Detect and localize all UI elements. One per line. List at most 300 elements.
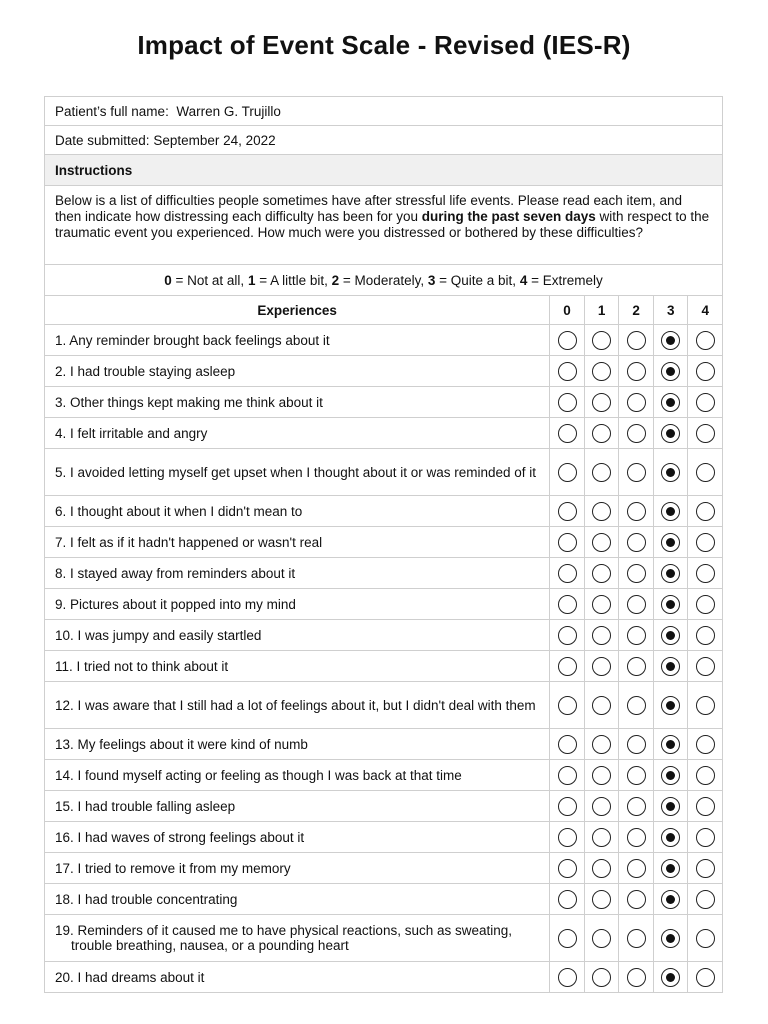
radio-cell (584, 962, 619, 992)
item-number: 8. (55, 565, 67, 581)
rating-radio-3[interactable] (661, 564, 680, 583)
radio-cell (687, 589, 722, 619)
radio-cell (584, 620, 619, 650)
item-text: I had waves of strong feelings about it (77, 829, 305, 845)
item-question (45, 791, 549, 821)
radio-cell (687, 418, 722, 448)
rating-radio-1[interactable] (592, 595, 611, 614)
rating-radio-0[interactable] (558, 502, 577, 521)
rating-radio-0[interactable] (558, 735, 577, 754)
table-row (45, 791, 722, 822)
radio-cell (618, 962, 653, 992)
experiences-table (45, 296, 722, 992)
rating-radio-0[interactable] (558, 696, 577, 715)
rating-radio-4[interactable] (696, 331, 715, 350)
radio-cell (584, 791, 619, 821)
radio-cell (653, 589, 688, 619)
item-number: 7. (55, 534, 67, 550)
rating-radio-1[interactable] (592, 828, 611, 847)
experiences-column-header: Experiences (257, 302, 337, 318)
rating-radio-0[interactable] (558, 424, 577, 443)
radio-cell (687, 496, 722, 526)
radio-cell (687, 651, 722, 681)
rating-radio-4[interactable] (696, 735, 715, 754)
rating-radio-4[interactable] (696, 929, 715, 948)
radio-cell (618, 791, 653, 821)
rating-radio-1[interactable] (592, 766, 611, 785)
item-question (45, 589, 549, 619)
item-text-block (55, 659, 228, 674)
item-number: 3. (55, 394, 67, 410)
radio-cell (618, 760, 653, 790)
rating-radio-0[interactable] (558, 890, 577, 909)
patient-name-value: Warren G. Trujillo (176, 103, 281, 119)
scale-legend-3 (428, 273, 516, 288)
rating-radio-2[interactable] (627, 890, 646, 909)
item-number: 16. (55, 829, 74, 845)
item-question (45, 682, 549, 728)
radio-cell (687, 682, 722, 728)
radio-cell (618, 620, 653, 650)
radio-cell (653, 356, 688, 386)
rating-radio-0[interactable] (558, 929, 577, 948)
rating-radio-3[interactable] (661, 828, 680, 847)
rating-radio-2[interactable] (627, 564, 646, 583)
table-row (45, 682, 722, 729)
radio-cell (584, 729, 619, 759)
radio-cell (549, 682, 584, 728)
item-question (45, 325, 549, 355)
rating-radio-3[interactable] (661, 890, 680, 909)
radio-cell (687, 449, 722, 495)
scale-label: = Moderately, (339, 272, 425, 288)
radio-cell (653, 496, 688, 526)
radio-cell (653, 822, 688, 852)
item-number: 20. (55, 969, 74, 985)
radio-cell (618, 822, 653, 852)
scale-label: = Not at all, (171, 272, 245, 288)
radio-cell (584, 496, 619, 526)
rating-radio-3[interactable] (661, 393, 680, 412)
rating-radio-0[interactable] (558, 533, 577, 552)
radio-cell (549, 387, 584, 417)
rating-radio-0[interactable] (558, 828, 577, 847)
radio-cell (618, 387, 653, 417)
item-number: 1. (55, 332, 67, 348)
item-number: 4. (55, 425, 67, 441)
rating-radio-2[interactable] (627, 463, 646, 482)
rating-radio-4[interactable] (696, 362, 715, 381)
radio-cell (584, 356, 619, 386)
rating-radio-2[interactable] (627, 362, 646, 381)
radio-cell (618, 325, 653, 355)
rating-radio-3[interactable] (661, 696, 680, 715)
item-text-block (55, 628, 261, 643)
table-row (45, 884, 722, 915)
radio-cell (618, 651, 653, 681)
rating-radio-3[interactable] (661, 929, 680, 948)
rating-radio-3[interactable] (661, 859, 680, 878)
item-number: 12. (55, 697, 74, 713)
radio-cell (653, 387, 688, 417)
radio-cell (653, 729, 688, 759)
radio-cell (584, 589, 619, 619)
rating-radio-4[interactable] (696, 797, 715, 816)
radio-cell (584, 651, 619, 681)
rating-radio-0[interactable] (558, 859, 577, 878)
rating-radio-1[interactable] (592, 626, 611, 645)
scale-key: 3 (427, 272, 436, 288)
table-row (45, 651, 722, 682)
rating-radio-4[interactable] (696, 828, 715, 847)
item-text-block (55, 566, 295, 581)
item-question (45, 449, 549, 495)
rating-radio-2[interactable] (627, 626, 646, 645)
radio-cell (549, 558, 584, 588)
page-title: Impact of Event Scale - Revised (IES-R) (137, 30, 631, 60)
radio-cell (549, 791, 584, 821)
table-row (45, 962, 722, 992)
scale-key: 4 (519, 272, 528, 288)
scale-legend-4 (520, 273, 603, 288)
item-text: I had dreams about it (77, 969, 205, 985)
table-row (45, 822, 722, 853)
instructions-text-start: Below is a list of difficulties people sometimes have after stressful life events. Please read each item, and then indicate how distressing each difficulty has been for you (55, 193, 683, 224)
item-question (45, 822, 549, 852)
rating-radio-2[interactable] (627, 735, 646, 754)
rating-radio-1[interactable] (592, 502, 611, 521)
radio-cell (584, 884, 619, 914)
item-text-block (55, 426, 207, 441)
item-number: 9. (55, 596, 67, 612)
rating-radio-3[interactable] (661, 735, 680, 754)
item-text: I had trouble concentrating (77, 891, 238, 907)
radio-cell (549, 496, 584, 526)
item-question (45, 527, 549, 557)
table-row (45, 527, 722, 558)
radio-cell (549, 527, 584, 557)
rating-radio-4[interactable] (696, 595, 715, 614)
rating-radio-0[interactable] (558, 463, 577, 482)
table-row (45, 496, 722, 527)
rating-radio-4[interactable] (696, 626, 715, 645)
radio-cell (584, 760, 619, 790)
item-number: 18. (55, 891, 74, 907)
rating-radio-2[interactable] (627, 657, 646, 676)
radio-cell (687, 791, 722, 821)
scale-label: = Extremely (527, 272, 603, 288)
rating-radio-0[interactable] (558, 393, 577, 412)
rating-radio-1[interactable] (592, 968, 611, 987)
rating-radio-1[interactable] (592, 393, 611, 412)
rating-radio-1[interactable] (592, 424, 611, 443)
radio-cell (549, 884, 584, 914)
item-text: I stayed away from reminders about it (70, 565, 296, 581)
radio-cell (653, 418, 688, 448)
item-text: I tried not to think about it (76, 658, 229, 674)
item-text-block (55, 737, 308, 752)
item-text: I was aware that I still had a lot of feelings about it, but I didn't deal with them (77, 697, 536, 713)
rating-radio-4[interactable] (696, 463, 715, 482)
item-number: 14. (55, 767, 74, 783)
radio-cell (618, 853, 653, 883)
item-question (45, 387, 549, 417)
item-text-block (55, 799, 235, 814)
radio-cell (618, 884, 653, 914)
date-submitted-label: Date submitted: (55, 132, 150, 148)
item-text: I felt as if it hadn't happened or wasn't real (70, 534, 323, 550)
item-text: Any reminder brought back feelings about it (69, 332, 330, 348)
item-question (45, 884, 549, 914)
rating-radio-2[interactable] (627, 533, 646, 552)
rating-radio-1[interactable] (592, 564, 611, 583)
item-text-block (55, 465, 536, 480)
radio-cell (653, 884, 688, 914)
radio-cell (549, 589, 584, 619)
rating-radio-1[interactable] (592, 533, 611, 552)
column-header-0: 0 (549, 296, 584, 324)
item-question (45, 620, 549, 650)
item-question (45, 760, 549, 790)
radio-cell (653, 651, 688, 681)
rating-radio-2[interactable] (627, 393, 646, 412)
item-question (45, 915, 549, 961)
radio-cell (549, 620, 584, 650)
rating-radio-3[interactable] (661, 968, 680, 987)
rating-radio-4[interactable] (696, 890, 715, 909)
item-question (45, 853, 549, 883)
item-number: 11. (55, 658, 73, 674)
rating-radio-2[interactable] (627, 797, 646, 816)
table-row (45, 760, 722, 791)
radio-cell (618, 449, 653, 495)
rating-radio-1[interactable] (592, 657, 611, 676)
rating-radio-0[interactable] (558, 564, 577, 583)
table-row (45, 915, 722, 962)
rating-radio-0[interactable] (558, 657, 577, 676)
radio-cell (549, 760, 584, 790)
table-row (45, 558, 722, 589)
rating-radio-1[interactable] (592, 696, 611, 715)
radio-cell (549, 449, 584, 495)
item-text-block (55, 768, 462, 783)
radio-cell (618, 589, 653, 619)
rating-radio-3[interactable] (661, 657, 680, 676)
table-row (45, 387, 722, 418)
scale-label: = Quite a bit, (435, 272, 517, 288)
rating-radio-2[interactable] (627, 502, 646, 521)
radio-cell (653, 915, 688, 961)
item-number: 2. (55, 363, 67, 379)
rating-radio-4[interactable] (696, 657, 715, 676)
rating-radio-4[interactable] (696, 393, 715, 412)
instructions-text (45, 186, 722, 265)
scale-legend (45, 265, 722, 296)
item-text-block (55, 970, 204, 985)
radio-cell (687, 620, 722, 650)
patient-name-label: Patient’s full name: (55, 103, 169, 119)
item-question (45, 496, 549, 526)
item-text: I tried to remove it from my memory (77, 860, 291, 876)
rating-radio-4[interactable] (696, 859, 715, 878)
rating-radio-1[interactable] (592, 463, 611, 482)
date-submitted-value: September 24, 2022 (153, 132, 276, 148)
rating-radio-0[interactable] (558, 331, 577, 350)
rating-radio-2[interactable] (627, 331, 646, 350)
rating-radio-2[interactable] (627, 968, 646, 987)
radio-cell (687, 558, 722, 588)
radio-cell (653, 791, 688, 821)
rating-radio-2[interactable] (627, 424, 646, 443)
radio-cell (653, 527, 688, 557)
rating-radio-1[interactable] (592, 929, 611, 948)
radio-cell (618, 496, 653, 526)
rating-radio-4[interactable] (696, 533, 715, 552)
radio-cell (687, 884, 722, 914)
radio-cell (549, 822, 584, 852)
rating-radio-2[interactable] (627, 929, 646, 948)
item-text: I thought about it when I didn't mean to (70, 503, 303, 519)
item-text: I had trouble staying asleep (70, 363, 236, 379)
radio-cell (549, 651, 584, 681)
table-header-row (45, 296, 722, 325)
rating-radio-1[interactable] (592, 362, 611, 381)
rating-radio-2[interactable] (627, 766, 646, 785)
ies-r-form (44, 96, 723, 993)
radio-cell (618, 558, 653, 588)
radio-cell (687, 527, 722, 557)
rating-radio-0[interactable] (558, 626, 577, 645)
rating-radio-4[interactable] (696, 696, 715, 715)
radio-cell (687, 853, 722, 883)
radio-cell (584, 682, 619, 728)
rating-radio-1[interactable] (592, 797, 611, 816)
item-number: 5. (55, 464, 67, 480)
column-header-2: 2 (618, 296, 653, 324)
rating-radio-1[interactable] (592, 331, 611, 350)
rating-radio-0[interactable] (558, 595, 577, 614)
scale-key: 1 (247, 272, 256, 288)
radio-cell (687, 387, 722, 417)
item-text-block (55, 504, 302, 519)
radio-cell (687, 822, 722, 852)
column-header-1: 1 (584, 296, 619, 324)
radio-cell (584, 822, 619, 852)
rating-radio-4[interactable] (696, 968, 715, 987)
radio-cell (584, 915, 619, 961)
radio-cell (653, 620, 688, 650)
scale-legend-2 (332, 273, 424, 288)
radio-cell (549, 915, 584, 961)
instructions-heading: Instructions (45, 155, 722, 186)
rating-radio-4[interactable] (696, 424, 715, 443)
radio-cell (618, 915, 653, 961)
column-header-4: 4 (687, 296, 722, 324)
radio-cell (687, 729, 722, 759)
rating-radio-0[interactable] (558, 797, 577, 816)
radio-cell (618, 682, 653, 728)
table-row (45, 729, 722, 760)
item-number: 6. (55, 503, 67, 519)
radio-cell (549, 418, 584, 448)
scale-legend-0 (164, 273, 244, 288)
rating-radio-3[interactable] (661, 463, 680, 482)
item-text-block (55, 861, 291, 876)
item-text: Reminders of it caused me to have physical reactions, such as sweating, trouble breathing, nausea, or a pounding heart (71, 923, 513, 953)
column-header-3: 3 (653, 296, 688, 324)
rating-radio-1[interactable] (592, 890, 611, 909)
table-row (45, 418, 722, 449)
radio-cell (584, 853, 619, 883)
radio-cell (653, 682, 688, 728)
table-row (45, 449, 722, 496)
radio-cell (687, 962, 722, 992)
item-text: I avoided letting myself get upset when I thought about it or was reminded of it (70, 464, 537, 480)
radio-cell (549, 853, 584, 883)
rating-radio-0[interactable] (558, 362, 577, 381)
item-number: 10. (55, 627, 74, 643)
rating-radio-2[interactable] (627, 828, 646, 847)
rating-radio-3[interactable] (661, 502, 680, 521)
rating-radio-3[interactable] (661, 626, 680, 645)
instructions-text-end: with respect to the traumatic event you experienced. How much were you distressed or bothered by these difficulties? (55, 209, 710, 240)
rating-radio-0[interactable] (558, 968, 577, 987)
item-question (45, 418, 549, 448)
item-question (45, 651, 549, 681)
item-text: I had trouble falling asleep (77, 798, 236, 814)
radio-cell (584, 387, 619, 417)
item-text-block (55, 364, 235, 379)
rating-radio-2[interactable] (627, 859, 646, 878)
table-row (45, 853, 722, 884)
rating-radio-3[interactable] (661, 362, 680, 381)
scale-key: 2 (331, 272, 340, 288)
rating-radio-4[interactable] (696, 564, 715, 583)
radio-cell (549, 729, 584, 759)
radio-cell (618, 527, 653, 557)
item-text: Pictures about it popped into my mind (70, 596, 296, 612)
radio-cell (687, 760, 722, 790)
instructions-text-emphasis: during the past seven days (421, 209, 596, 224)
patient-name-row (45, 97, 722, 126)
radio-cell (549, 356, 584, 386)
item-number: 17. (55, 860, 74, 876)
rating-radio-2[interactable] (627, 696, 646, 715)
rating-radio-3[interactable] (661, 797, 680, 816)
item-number: 15. (55, 798, 74, 814)
rating-radio-3[interactable] (661, 533, 680, 552)
rating-radio-0[interactable] (558, 766, 577, 785)
radio-cell (687, 356, 722, 386)
rating-radio-1[interactable] (592, 735, 611, 754)
item-text-block (55, 597, 296, 612)
radio-cell (549, 962, 584, 992)
radio-cell (618, 418, 653, 448)
radio-cell (653, 558, 688, 588)
rating-radio-2[interactable] (627, 595, 646, 614)
rating-radio-3[interactable] (661, 766, 680, 785)
rating-radio-3[interactable] (661, 424, 680, 443)
rating-radio-4[interactable] (696, 766, 715, 785)
item-text-block (55, 698, 536, 713)
rating-radio-1[interactable] (592, 859, 611, 878)
item-text-block (55, 333, 330, 348)
item-text: I felt irritable and angry (70, 425, 208, 441)
rating-radio-4[interactable] (696, 502, 715, 521)
rating-radio-3[interactable] (661, 595, 680, 614)
radio-cell (687, 915, 722, 961)
rating-radio-3[interactable] (661, 331, 680, 350)
